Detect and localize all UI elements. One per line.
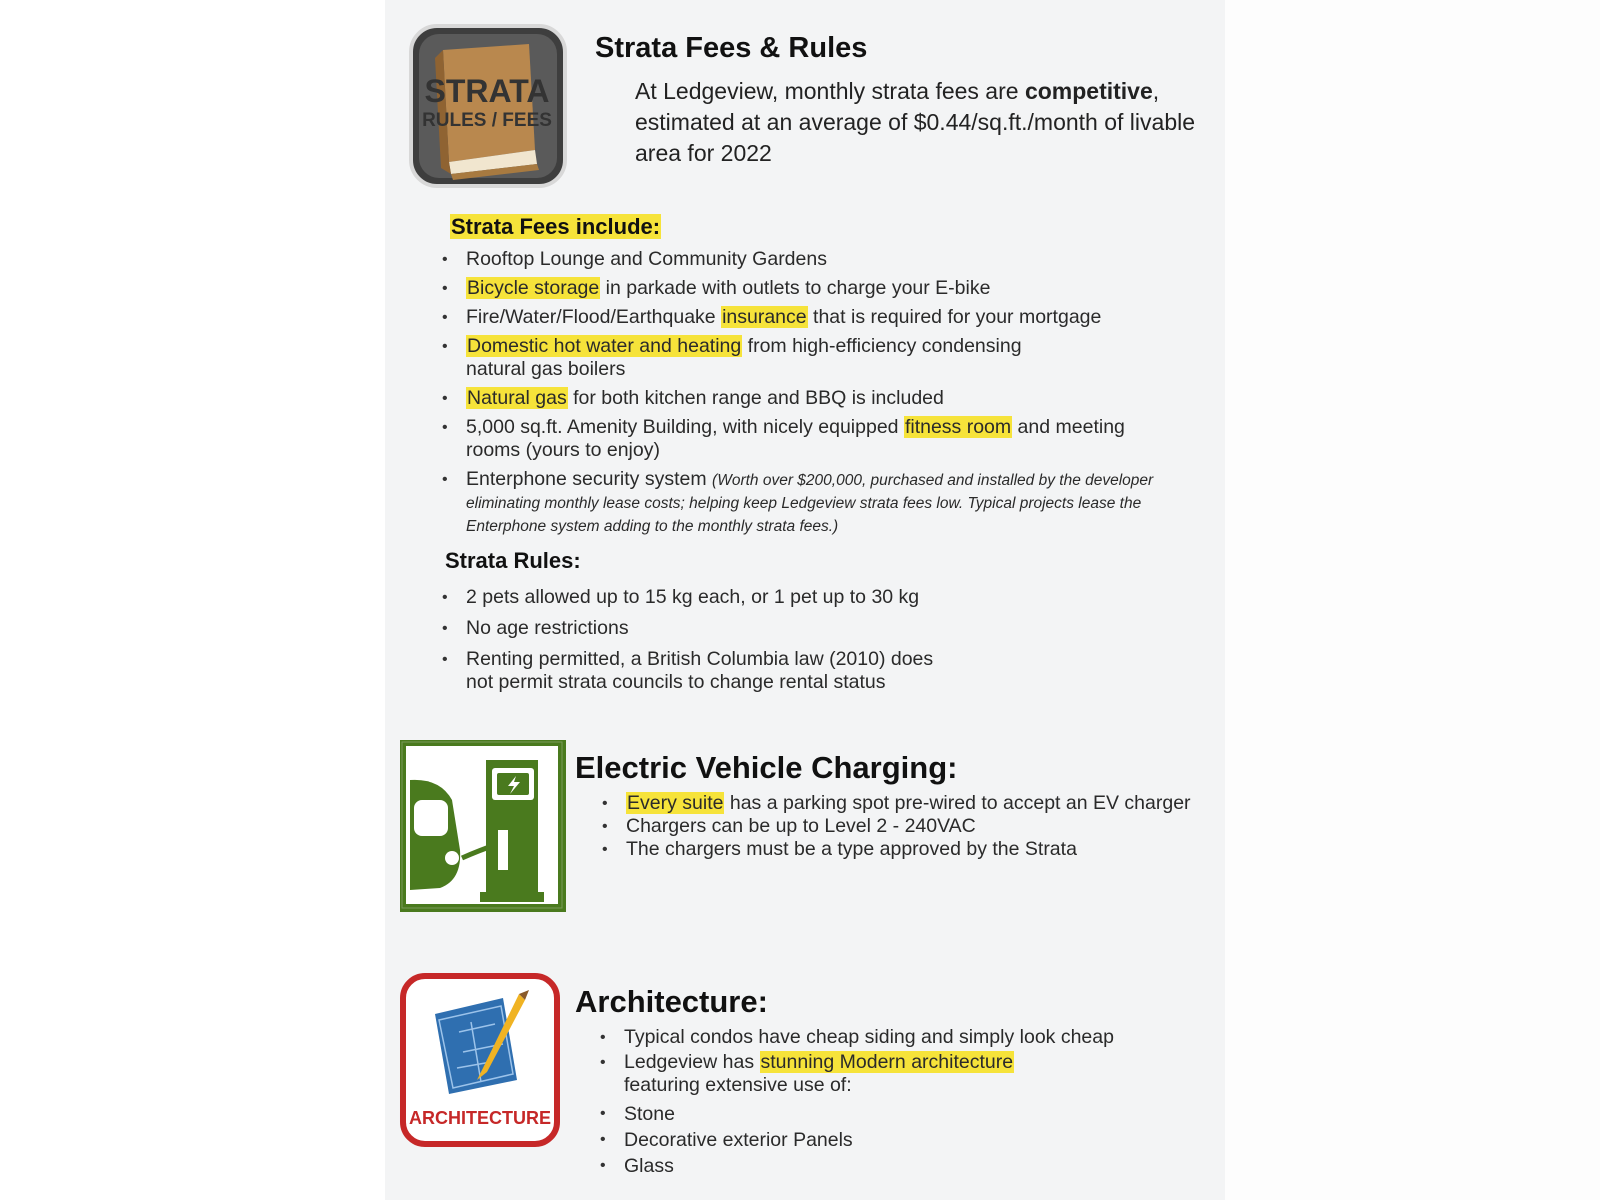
architecture-title: Architecture: (575, 984, 768, 1019)
strata-book-icon (407, 22, 569, 190)
enterphone-note: (Worth over $200,000, purchased and installed by the developer eliminating monthly lease costs; helping keep Ledgeview strata fees low. Typical projects lease the Enterphone system adding to the monthly strata fees.) (466, 472, 1154, 535)
strata-intro-bold: competitive (1024, 78, 1153, 104)
fees-heading-text: Strata Fees include: (451, 214, 661, 239)
architecture-blueprint-icon (399, 972, 561, 1150)
ev-title: Electric Vehicle Charging: (575, 750, 958, 785)
strata-intro-2: , estimated at an average of $0.44/sq.ft./month of livable area for 2022 (635, 78, 1196, 166)
background-left (0, 0, 385, 1200)
strata-icon-text-1: STRATA (424, 73, 550, 109)
ev-charging-icon (400, 740, 566, 912)
fee-item: • Fire/Water/Flood/Earthquake insurance that is required for your mortgage (440, 306, 1180, 329)
rule-item: • No age restrictions (440, 617, 1000, 640)
fee-item: • Rooftop Lounge and Community Gardens (440, 248, 1180, 271)
materials-list (598, 1101, 1198, 1179)
fee-item: • 5,000 sq.ft. Amenity Building, with nicely equipped fitness room and meeting rooms (yours to enjoy) (440, 416, 1180, 462)
architecture-item: • Typical condos have cheap siding and simply look cheap (598, 1026, 1198, 1049)
material-item: • Stone (598, 1101, 1198, 1127)
architecture-list (598, 1026, 1198, 1179)
strata-title: Strata Fees & Rules (595, 32, 868, 64)
material-item: • Decorative exterior Panels (598, 1127, 1198, 1153)
fee-item: • Bicycle storage in parkade with outlets to charge your E-bike (440, 277, 1180, 300)
ev-item: • Chargers can be up to Level 2 - 240VAC (600, 815, 1200, 838)
fee-item-enterphone: • Enterphone security system (Worth over $200,000, purchased and installed by the developer eliminating monthly lease costs; helping keep Ledgeview strata fees low. Typical projects lease the Enterphone system adding to the monthly strata fees.) (440, 468, 1180, 537)
ev-list (600, 792, 1200, 861)
fees-heading (450, 214, 661, 240)
fees-list (440, 248, 1180, 537)
background-right (1225, 0, 1600, 1200)
fee-item: • Natural gas for both kitchen range and BBQ is included (440, 387, 1180, 410)
rule-item: • Renting permitted, a British Columbia law (2010) does not permit strata councils to change rental status (440, 648, 1000, 694)
material-item: • Glass (598, 1153, 1198, 1179)
architecture-icon-label: ARCHITECTURE (409, 1108, 551, 1128)
fee-item: • Domestic hot water and heating from high-efficiency condensing natural gas boilers (440, 335, 1180, 381)
ev-item: • The chargers must be a type approved by the Strata (600, 838, 1200, 861)
architecture-item: • Ledgeview has stunning Modern architecture featuring extensive use of: • Stone • Decorative exterior Panels • Glass (598, 1051, 1198, 1179)
ev-item: • Every suite has a parking spot pre-wired to accept an EV charger (600, 792, 1200, 815)
rules-heading: Strata Rules: (445, 548, 581, 573)
rules-list (440, 586, 1000, 694)
strata-intro (635, 76, 1195, 169)
rule-item: • 2 pets allowed up to 15 kg each, or 1 pet up to 30 kg (440, 586, 1000, 609)
strata-intro-1: At Ledgeview, monthly strata fees are (635, 78, 1025, 104)
strata-icon-text-2: RULES / FEES (422, 110, 552, 131)
document-page (385, 0, 1225, 1200)
